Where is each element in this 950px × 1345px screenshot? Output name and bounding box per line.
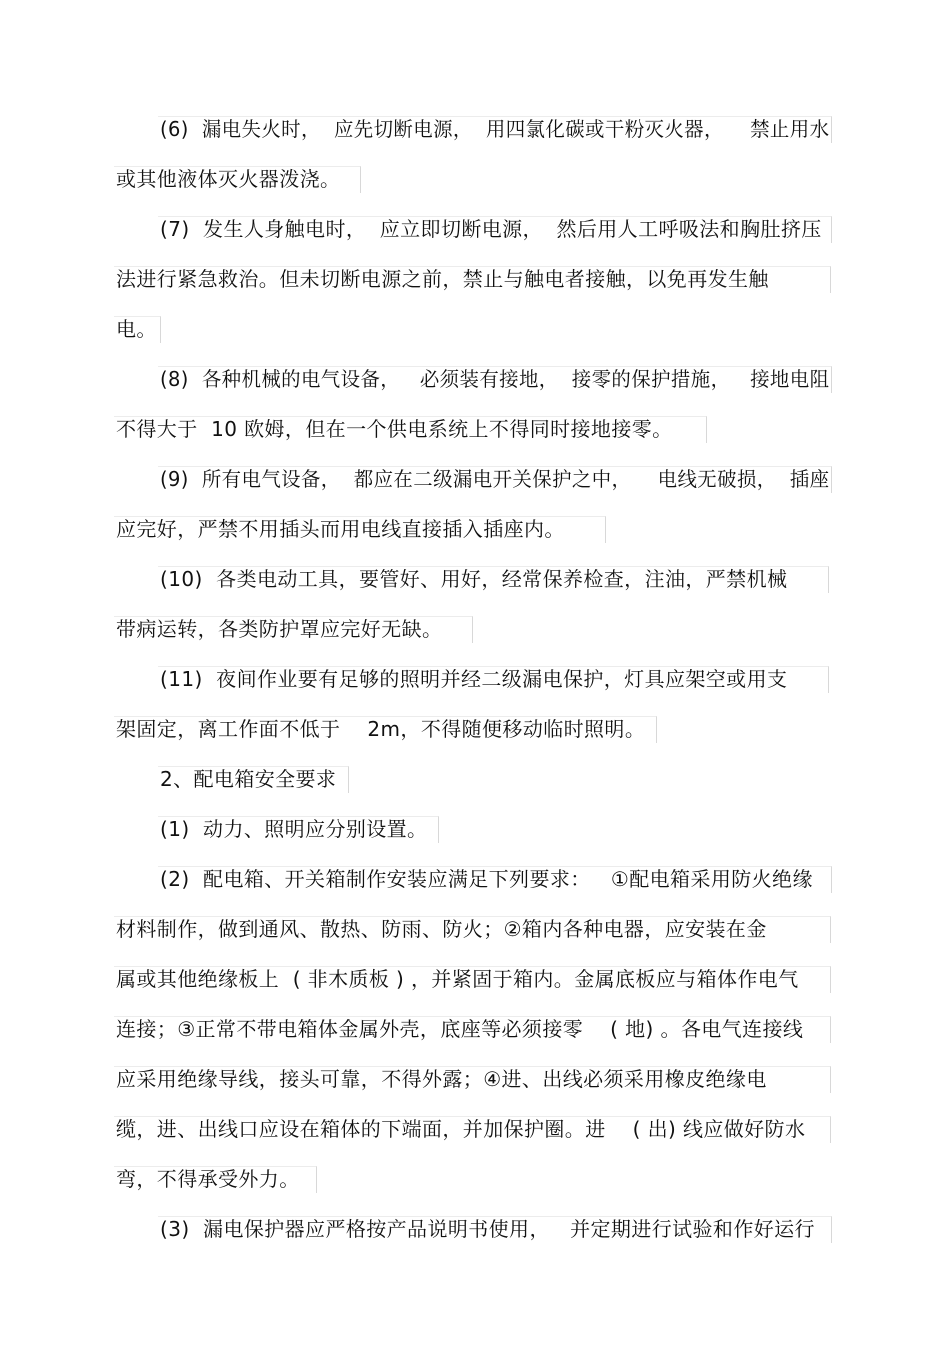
paragraph-line: 缆，进、出线口应设在箱体的下端面，并加保护圈。进 ( 出) 线应做好防水 [116,1117,806,1141]
paragraph-line: (9) 所有电气设备， 都应在二级漏电开关保护之中， 电线无破损， 插座 [160,467,830,491]
paragraph-line: 应采用绝缘导线，接头可靠，不得外露；④进、出线必须采用橡皮绝缘电 [116,1067,767,1091]
paragraph-line: (1) 动力、照明应分别设置。 [160,817,428,841]
paragraph-line: (2) 配电箱、开关箱制作安装应满足下列要求： ①配电箱采用防火绝缘 [160,867,813,891]
paragraph-line: (8) 各种机械的电气设备， 必须装有接地， 接零的保护措施， 接地电阻 [160,367,830,391]
paragraph-line: (3) 漏电保护器应严格按产品说明书使用， 并定期进行试验和作好运行 [160,1217,815,1241]
paragraph-line: (11) 夜间作业要有足够的照明并经二级漏电保护，灯具应架空或用支 [160,667,788,691]
paragraph-line: 材料制作，做到通风、散热、防雨、防火；②箱内各种电器，应安装在金 [116,917,767,941]
paragraph-line: 法进行紧急救治。但未切断电源之前，禁止与触电者接触，以免再发生触 [116,267,769,291]
paragraph-line: 电。 [116,317,157,341]
paragraph-line: 连接；③正常不带电箱体金属外壳，底座等必须接零 ( 地) 。各电气连接线 [116,1017,804,1041]
paragraph-line: (10) 各类电动工具，要管好、用好，经常保养检查，注油，严禁机械 [160,567,788,591]
paragraph-line: 架固定，离工作面不低于 2m，不得随便移动临时照明。 [116,717,646,741]
paragraph-line: 属或其他绝缘板上 ( 非木质板 ) ，并紧固于箱内。金属底板应与箱体作电气 [116,967,799,991]
paragraph-line: 或其他液体灭火器泼浇。 [116,167,341,191]
paragraph-line: 带病运转，各类防护罩应完好无缺。 [116,617,443,641]
paragraph-line: (6) 漏电失火时， 应先切断电源， 用四氯化碳或干粉灭火器， 禁止用水 [160,117,830,141]
paragraph-line: 不得大于 10 欧姆，但在一个供电系统上不得同时接地接零。 [116,417,673,441]
paragraph-line: 应完好，严禁不用插头而用电线直接插入插座内。 [116,517,565,541]
paragraph-line: 弯，不得承受外力。 [116,1167,300,1191]
section-heading: 2、配电箱安全要求 [160,767,337,791]
paragraph-line: (7) 发生人身触电时， 应立即切断电源， 然后用人工呼吸法和胸肚挤压 [160,217,822,241]
